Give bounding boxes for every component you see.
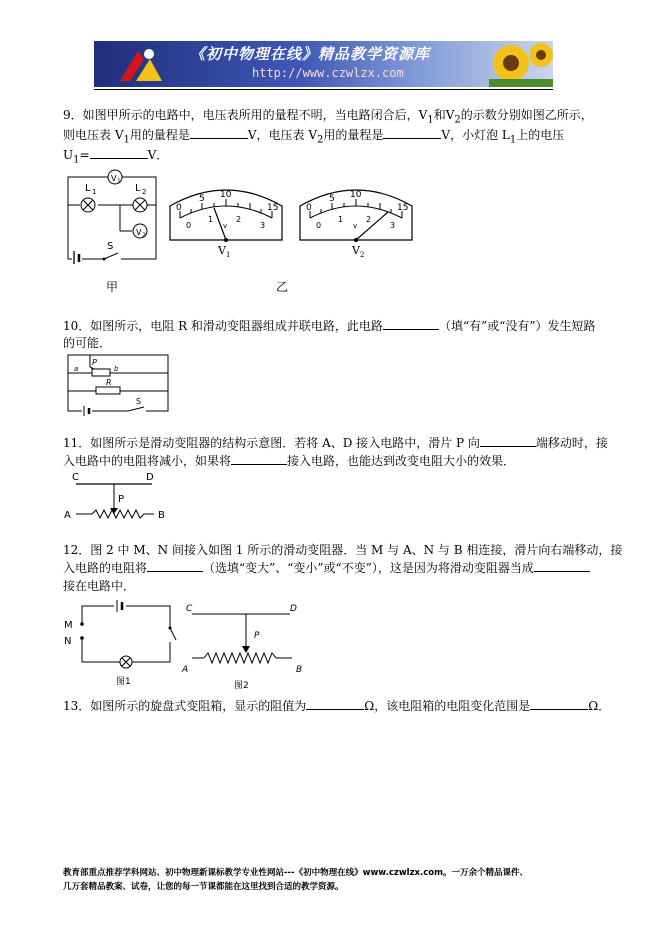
answer-blank[interactable] [383, 317, 439, 330]
banner-url: http://www.czwlzx.com [252, 66, 404, 80]
svg-text:N: N [64, 636, 72, 647]
svg-text:v: v [223, 222, 228, 230]
svg-text:1: 1 [338, 215, 344, 224]
svg-text:1: 1 [208, 215, 214, 224]
answer-blank[interactable] [90, 146, 148, 159]
q12-line3: 接在电路中． [63, 579, 136, 593]
answer-blank[interactable] [480, 434, 536, 447]
svg-text:2: 2 [142, 188, 147, 196]
svg-text:3: 3 [260, 221, 266, 230]
q9-line1: 9．如图甲所示的电路中，电压表所用的量程不明，当电路闭合后，$V_1$和$V_2$的示数分别如图乙所示， [63, 108, 593, 126]
resistor-icon [96, 387, 120, 394]
q10-line2: 的可能． [63, 336, 112, 350]
svg-text:C: C [72, 472, 79, 483]
logo-icon [116, 45, 168, 85]
svg-text:2: 2 [366, 215, 372, 224]
meter-v1 [166, 184, 286, 244]
q9-line2: 则电压表 $V_1$用的量程是 V，电压表 $V_2$用的量程是 V，小灯泡 $L_1$上的电压 [63, 128, 565, 146]
svg-text:10: 10 [350, 190, 362, 200]
svg-text:A: A [64, 510, 71, 521]
svg-text:v: v [353, 222, 358, 230]
answer-blank[interactable] [530, 697, 588, 710]
svg-text:D: D [290, 604, 297, 614]
q9-circuit-figure [60, 165, 160, 265]
svg-text:a: a [74, 365, 79, 373]
q9-line3: $U_1= V$． [63, 148, 169, 166]
q11-rheostat-figure [62, 470, 182, 528]
q12-line2: 入电路的电阻将 （选填“变大”、“变小”或“不变”），这是因为将滑动变阻器当成 [63, 559, 603, 577]
meter-v2 [296, 184, 416, 244]
fig-label-yi: 乙 [276, 280, 289, 294]
answer-blank[interactable] [383, 126, 441, 139]
svg-text:S: S [136, 397, 142, 406]
svg-text:5: 5 [329, 194, 335, 204]
svg-text:1: 1 [92, 188, 97, 196]
banner-title: 《初中物理在线》精品教学资源库 [190, 45, 431, 63]
svg-text:3: 3 [390, 221, 396, 230]
fig-label-jia: 甲 [106, 280, 119, 294]
svg-text:5: 5 [199, 194, 205, 204]
q11-line1: 11．如图所示是滑动变阻器的结构示意图．若将 A、D 接入电路中，滑片 P 向 端移动时，接 [63, 436, 608, 450]
q12-figures [62, 596, 302, 690]
svg-text:0: 0 [306, 203, 312, 213]
svg-text:2: 2 [142, 232, 146, 239]
svg-text:0: 0 [186, 221, 192, 230]
svg-text:M: M [64, 620, 73, 631]
svg-text:2: 2 [236, 215, 242, 224]
svg-text:B: B [158, 510, 165, 521]
svg-text:S: S [107, 241, 114, 252]
svg-text:B: B [296, 665, 302, 675]
answer-blank[interactable] [147, 559, 203, 572]
resistance-wire-icon [204, 653, 292, 663]
answer-blank[interactable] [534, 559, 590, 572]
svg-text:0: 0 [176, 203, 182, 213]
svg-text:10: 10 [220, 190, 232, 200]
svg-text:L: L [85, 183, 91, 194]
svg-text:P: P [118, 494, 125, 505]
svg-text:图1: 图1 [116, 677, 131, 687]
q10-line1: 10．如图所示，电阻 R 和滑动变阻器组成并联电路，此电路 （填“有”或“没有”）发生短路 [63, 319, 596, 333]
footer-line2: 几万套精品教案、试卷，让您的每一节课都能在这里找到合适的教学资源。 [63, 882, 344, 892]
header-banner [94, 41, 553, 87]
answer-blank[interactable] [231, 452, 287, 465]
svg-text:b: b [114, 365, 119, 373]
svg-text:R: R [106, 378, 112, 387]
q12-line1: 12．图 2 中 M、N 间接入如图 1 所示的滑动变阻器．当 M 与 A、N 与 B 相连接，滑片向右端移动，接 [63, 543, 623, 557]
svg-text:V: V [111, 174, 117, 183]
svg-text:15: 15 [397, 203, 409, 213]
sunflower-icon [489, 41, 553, 87]
svg-text:P: P [254, 631, 260, 641]
answer-blank[interactable] [190, 126, 248, 139]
rheostat-icon [92, 369, 110, 376]
answer-blank[interactable] [306, 697, 364, 710]
svg-text:15: 15 [267, 203, 279, 213]
q13-line1: 13．如图所示的旋盘式变阻箱，显示的阻值为 Ω，该电阻箱的电阻变化范围是 Ω． [63, 699, 611, 713]
svg-text:V: V [136, 228, 142, 237]
header-rule [94, 89, 553, 90]
svg-text:P: P [92, 358, 97, 367]
q11-line2: 入电路中的电阻将减小，如果将 接入电路，也能达到改变电阻大小的效果． [63, 454, 516, 468]
q10-circuit-figure [62, 351, 172, 416]
footer-line1: 教育部重点推荐学科网站、初中物理新课标教学专业性网站---《初中物理在线》www.czwlzx.com。一万余个精品课件、 [63, 868, 528, 878]
svg-text:0: 0 [316, 221, 322, 230]
svg-text:L: L [135, 183, 141, 194]
svg-text:1: 1 [117, 178, 121, 185]
resistance-wire-icon [92, 510, 154, 518]
meter-v1-label: $V_1$ [218, 244, 231, 260]
svg-text:A: A [182, 665, 189, 675]
svg-text:图2: 图2 [234, 681, 249, 690]
meter-v2-label: $V_2$ [352, 244, 365, 260]
svg-text:C: C [186, 604, 193, 614]
svg-text:D: D [146, 472, 154, 483]
